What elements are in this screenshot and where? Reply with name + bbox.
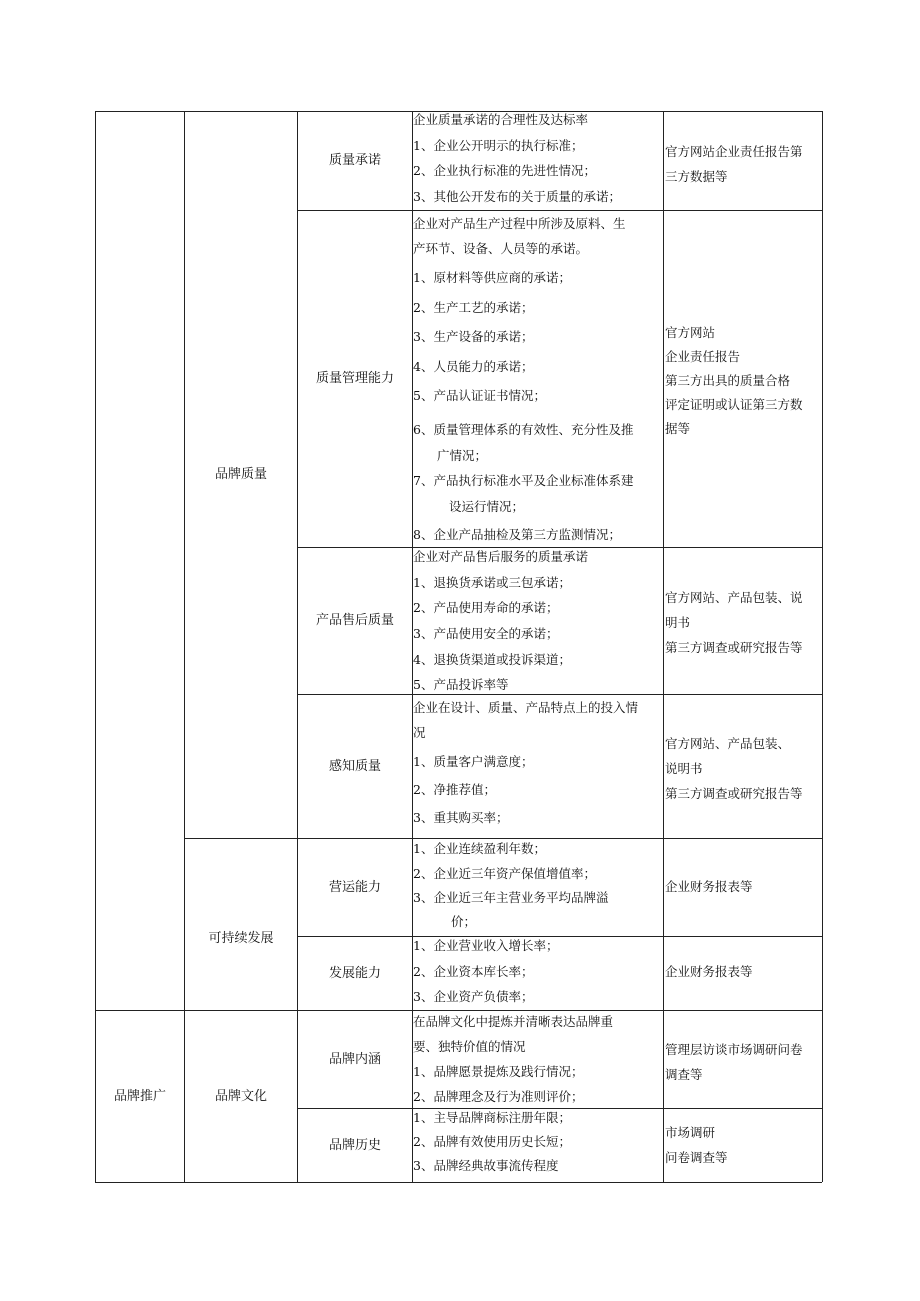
source-line: 问卷调查等 bbox=[665, 1150, 728, 1165]
content-cell bbox=[413, 112, 661, 210]
content-cell bbox=[413, 548, 661, 694]
indicator-cell: 品牌历史 bbox=[328, 1137, 381, 1153]
source-line: 第三方调查或研究报告等 bbox=[665, 640, 803, 655]
indicator-cell: 质量管理能力 bbox=[315, 371, 394, 386]
source-line: 管理层访谈市场调研问卷 bbox=[665, 1042, 803, 1057]
indicator-cell: 感知质量 bbox=[328, 758, 381, 774]
content-line: 4、退换货渠道或投诉渠道； bbox=[413, 652, 571, 667]
content-cell bbox=[413, 1011, 661, 1108]
source-line: 官方网站企业责任报告第 bbox=[665, 144, 803, 159]
content-line: 1、质量客户满意度； bbox=[413, 754, 534, 769]
content-line: 广情况； bbox=[437, 448, 488, 463]
column-divider bbox=[663, 111, 664, 1182]
source-line: 官方网站、产品包装、 bbox=[665, 736, 791, 751]
content-line: 3、重其购买率； bbox=[413, 810, 509, 825]
content-line: 企业在设计、质量、产品特点上的投入情 bbox=[413, 700, 639, 715]
content-cell bbox=[413, 839, 661, 936]
source-line: 说明书 bbox=[665, 761, 703, 776]
content-line: 4、人员能力的承诺； bbox=[413, 359, 534, 374]
content-cell bbox=[413, 1109, 661, 1182]
content-line: 1、企业连续盈利年数； bbox=[413, 841, 546, 856]
source-line: 官方网站、产品包装、说 bbox=[665, 590, 803, 605]
content-line: 价； bbox=[451, 914, 477, 929]
content-line: 3、产品使用安全的承诺； bbox=[413, 626, 559, 641]
source-line: 调查等 bbox=[665, 1067, 703, 1082]
column-divider bbox=[822, 111, 823, 1182]
content-line: 1、退换货承诺或三包承诺； bbox=[413, 575, 571, 590]
content-line: 况 bbox=[413, 725, 426, 740]
level2-category: 品牌文化 bbox=[214, 1088, 267, 1104]
content-line: 7、产品执行标准水平及企业标准体系建 bbox=[413, 473, 634, 488]
content-cell bbox=[413, 211, 661, 547]
source-line: 企业责任报告 bbox=[665, 349, 741, 364]
level2-category-label: 可持续发展 bbox=[208, 930, 274, 946]
content-line: 5、产品认证证书情况； bbox=[413, 388, 546, 403]
content-line: 6、质量管理体系的有效性、充分性及推 bbox=[413, 422, 634, 437]
source-line: 三方数据等 bbox=[665, 169, 728, 184]
content-line: 5、产品投诉率等 bbox=[413, 677, 509, 692]
content-line: 在品牌文化中提炼并清晰表达品牌重 bbox=[413, 1014, 614, 1029]
content-line: 企业对产品售后服务的质量承诺 bbox=[413, 549, 589, 564]
level2-category: 品牌质量 bbox=[214, 467, 267, 482]
source-line: 官方网站 bbox=[665, 325, 716, 340]
source-line: 企业财务报表等 bbox=[665, 964, 753, 979]
indicator-cell: 品牌内涵 bbox=[328, 1051, 381, 1067]
content-line: 企业对产品生产过程中所涉及原料、生 bbox=[413, 216, 626, 231]
content-line: 2、生产工艺的承诺； bbox=[413, 300, 534, 315]
source-line: 市场调研 bbox=[665, 1125, 716, 1140]
source-line: 第三方出具的质量合格 bbox=[665, 373, 791, 388]
content-line: 3、其他公开发布的关于质量的承诺； bbox=[413, 189, 621, 204]
content-cell bbox=[413, 695, 661, 838]
content-line: 要、独特价值的情况 bbox=[413, 1039, 526, 1054]
content-line: 2、产品使用寿命的承诺； bbox=[413, 600, 559, 615]
source-line: 企业财务报表等 bbox=[665, 879, 753, 894]
content-line: 2、品牌理念及行为准则评价； bbox=[413, 1089, 584, 1104]
content-line: 3、品牌经典故事流传程度 bbox=[413, 1158, 559, 1173]
level1-category: 品牌推广 bbox=[113, 1088, 166, 1104]
content-line: 8、企业产品抽检及第三方监测情况； bbox=[413, 527, 621, 542]
content-line: 1、企业营业收入增长率； bbox=[413, 938, 559, 953]
content-line: 3、企业近三年主营业务平均品牌溢 bbox=[413, 890, 609, 905]
content-line: 2、企业执行标准的先进性情况； bbox=[413, 163, 596, 178]
source-line: 明书 bbox=[665, 615, 691, 630]
content-line: 1、品牌愿景提炼及践行情况； bbox=[413, 1064, 584, 1079]
indicator-cell: 质量承诺 bbox=[328, 153, 381, 168]
content-line: 产环节、设备、人员等的承诺。 bbox=[413, 241, 589, 256]
source-line: 评定证明或认证第三方数 bbox=[665, 397, 803, 412]
content-line: 企业质量承诺的合理性及达标率 bbox=[413, 112, 589, 127]
content-line: 2、企业资本库长率； bbox=[413, 964, 534, 979]
content-line: 3、企业资产负债率； bbox=[413, 989, 534, 1004]
content-line: 1、原材料等供应商的承诺； bbox=[413, 270, 571, 285]
source-line: 第三方调查或研究报告等 bbox=[665, 786, 803, 801]
indicator-cell: 产品售后质量 bbox=[315, 613, 394, 628]
content-line: 2、净推荐值； bbox=[413, 782, 496, 797]
content-cell bbox=[413, 937, 661, 1010]
table-bottom-border bbox=[95, 1182, 822, 1183]
level2-category bbox=[185, 839, 297, 1010]
source-line: 据等 bbox=[665, 421, 691, 436]
content-line: 2、品牌有效使用历史长短； bbox=[413, 1134, 571, 1149]
content-line: 2、企业近三年资产保值增值率； bbox=[413, 866, 596, 881]
indicator-cell: 营运能力 bbox=[328, 879, 381, 895]
indicator-cell: 发展能力 bbox=[328, 965, 381, 981]
content-line: 1、企业公开明示的执行标准； bbox=[413, 138, 584, 153]
content-line: 3、生产设备的承诺； bbox=[413, 329, 534, 344]
content-line: 1、主导品牌商标注册年限； bbox=[413, 1110, 571, 1125]
content-line: 设运行情况； bbox=[449, 499, 525, 514]
